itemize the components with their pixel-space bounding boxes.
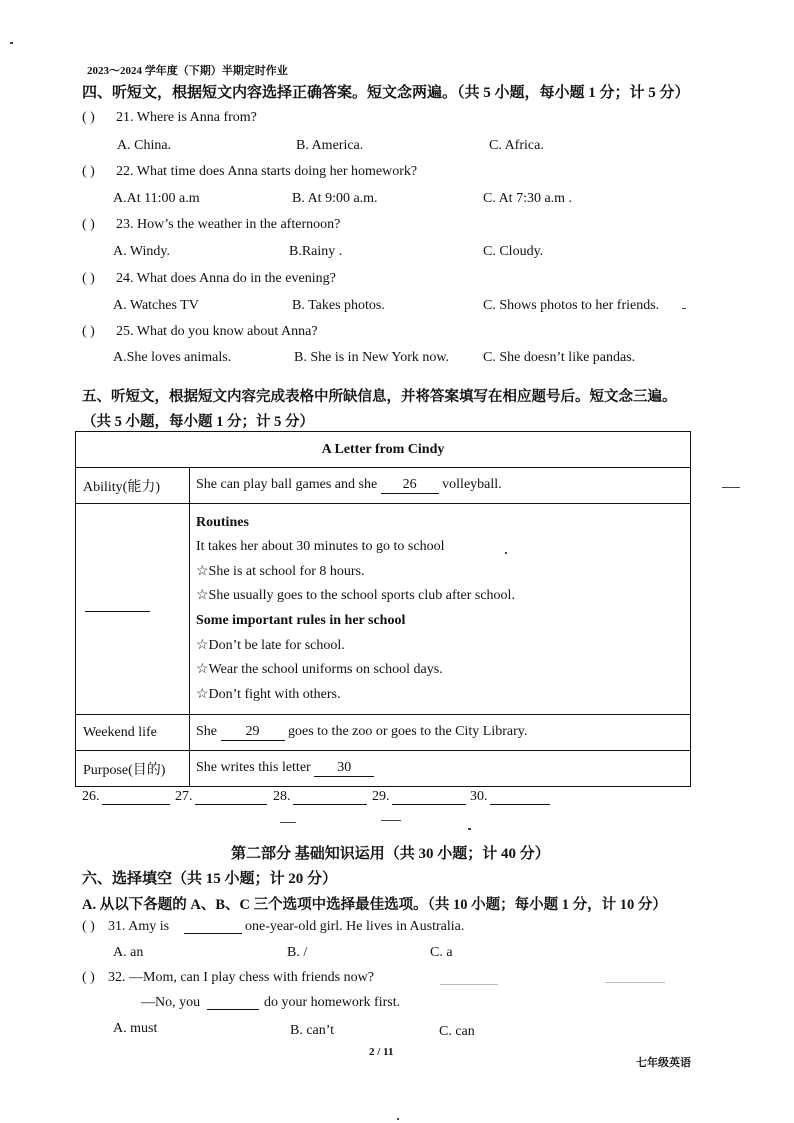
ability-text-post: volleyball.	[442, 477, 502, 492]
blank-26[interactable]: 26	[381, 477, 439, 494]
rule-item: ☆Wear the school uniforms on school days.	[196, 662, 443, 678]
blank-27-28[interactable]	[85, 607, 150, 612]
routine-item: It takes her about 30 minutes to go to school	[196, 539, 445, 555]
weekend-cell	[190, 715, 691, 751]
section-5-title: 五、听短文，根据短文内容完成表格中所缺信息，并将答案填写在相应题号后。短文念三遍。	[82, 389, 677, 405]
answer-bracket[interactable]: ( )	[82, 919, 95, 934]
option-a: A.At 11:00 a.m	[113, 191, 200, 206]
ability-text-pre: She can play ball games and she	[196, 477, 378, 492]
question-text: 32. —Mom, can I play chess with friends now?	[108, 970, 374, 985]
scan-speck	[381, 820, 401, 821]
rule-item: ☆Don’t fight with others.	[196, 686, 341, 702]
option-a: A. must	[113, 1021, 158, 1036]
ability-row	[76, 468, 691, 504]
option-c: C. Cloudy.	[483, 244, 544, 259]
routine-cell	[190, 504, 691, 715]
purpose-cell	[190, 751, 691, 787]
question-blank[interactable]	[207, 997, 259, 1010]
rules-heading: Some important rules in her school	[196, 613, 406, 628]
subject-label: 七年级英语	[636, 1057, 691, 1069]
section-4-title: 四、听短文，根据短文内容选择正确答案。短文念两遍。（共 5 小题，每小题 1 分；计 5 分）	[82, 85, 690, 101]
option-b: B. She is in New York now.	[294, 350, 450, 365]
scan-speck	[468, 828, 471, 830]
option-a: A. an	[113, 945, 144, 960]
routine-label-cell	[76, 504, 190, 715]
scan-speck	[440, 984, 498, 985]
scan-speck	[10, 42, 13, 44]
scan-speck	[505, 552, 507, 554]
option-c: C. Shows photos to her friends.	[483, 298, 660, 313]
answer-27-label: 27.	[175, 789, 193, 804]
question-reply-pre: —No, you	[141, 995, 201, 1010]
answer-bracket[interactable]: ( )	[82, 110, 95, 125]
question-blank[interactable]	[184, 921, 242, 934]
option-b: B. /	[287, 945, 308, 960]
purpose-label: Purpose(目的)	[76, 751, 190, 787]
part-2-title: 第二部分 基础知识运用（共 30 小题；计 40 分）	[231, 846, 550, 862]
scan-speck	[280, 822, 296, 823]
section-6-title: 六、选择填空（共 15 小题；计 20 分）	[82, 871, 338, 887]
section-6-sub-a: A. 从以下各题的 A、B、C 三个选项中选择最佳选项。（共 10 小题；每小题 1 分，计 10 分）	[82, 897, 667, 913]
question-text: 23. How’s the weather in the afternoon?	[116, 217, 341, 232]
routine-row	[76, 504, 691, 715]
purpose-text-pre: She writes this letter	[196, 760, 311, 775]
answer-bracket[interactable]: ( )	[82, 970, 95, 985]
weekend-text-pre: She	[196, 724, 217, 739]
weekend-label: Weekend life	[76, 715, 190, 751]
weekend-text-post: goes to the zoo or goes to the City Library.	[288, 724, 528, 739]
blank-30[interactable]: 30	[314, 760, 374, 777]
question-text-post: one-year-old girl. He lives in Australia.	[245, 919, 465, 934]
question-text: 21. Where is Anna from?	[116, 110, 257, 125]
option-b: B. Takes photos.	[292, 298, 385, 313]
scan-speck	[605, 982, 665, 983]
scan-speck	[397, 1118, 399, 1120]
letter-table	[75, 431, 691, 787]
question-text: 25. What do you know about Anna?	[116, 324, 318, 339]
question-reply-post: do your homework first.	[264, 995, 401, 1010]
option-b: B.Rainy .	[289, 244, 343, 259]
table-heading-row	[76, 432, 691, 468]
answer-bracket[interactable]: ( )	[82, 217, 95, 232]
page-number: 2 / 11	[369, 1046, 394, 1058]
option-b: B. At 9:00 a.m.	[292, 191, 378, 206]
ability-cell	[190, 468, 691, 504]
option-c: C. She doesn’t like pandas.	[483, 350, 636, 365]
weekend-row	[76, 715, 691, 751]
answer-28-label: 28.	[273, 789, 291, 804]
term-header: 2023～2024 学年度（下期）半期定时作业	[87, 65, 288, 77]
rule-item: ☆Don’t be late for school.	[196, 637, 345, 653]
option-c: C. a	[430, 945, 453, 960]
answer-30-label: 30.	[470, 789, 488, 804]
answer-bracket[interactable]: ( )	[82, 164, 95, 179]
option-c: C. Africa.	[489, 138, 544, 153]
answer-29-label: 29.	[372, 789, 390, 804]
option-a: A.She loves animals.	[113, 350, 232, 365]
question-text: 24. What does Anna do in the evening?	[116, 271, 336, 286]
option-c: C. can	[439, 1024, 475, 1039]
option-a: A. Watches TV	[113, 298, 199, 313]
ability-label: Ability(能力)	[76, 468, 190, 504]
answer-26-label: 26.	[82, 789, 100, 804]
answer-28-field[interactable]	[293, 792, 367, 805]
option-b: B. can’t	[290, 1023, 335, 1038]
routine-item: ☆She is at school for 8 hours.	[196, 563, 365, 579]
option-a: A. China.	[117, 138, 172, 153]
answer-bracket[interactable]: ( )	[82, 324, 95, 339]
answer-bracket[interactable]: ( )	[82, 271, 95, 286]
routine-item: ☆She usually goes to the school sports club after school.	[196, 588, 515, 604]
option-b: B. America.	[296, 138, 364, 153]
answer-27-field[interactable]	[195, 792, 267, 805]
purpose-row	[76, 751, 691, 787]
blank-29[interactable]: 29	[221, 724, 285, 741]
option-a: A. Windy.	[113, 244, 170, 259]
question-text: 22. What time does Anna starts doing her homework?	[116, 164, 418, 179]
section-5-subtitle: （共 5 小题，每小题 1 分；计 5 分）	[82, 414, 314, 430]
scan-speck	[722, 487, 740, 488]
answer-30-field[interactable]	[490, 792, 550, 805]
question-text: 31. Amy is	[108, 919, 170, 934]
answer-29-field[interactable]	[392, 792, 466, 805]
table-heading: A Letter from Cindy	[76, 432, 691, 468]
option-c: C. At 7:30 a.m .	[483, 191, 573, 206]
answer-26-field[interactable]	[102, 792, 170, 805]
scan-speck	[682, 308, 686, 309]
routines-heading: Routines	[196, 514, 249, 530]
